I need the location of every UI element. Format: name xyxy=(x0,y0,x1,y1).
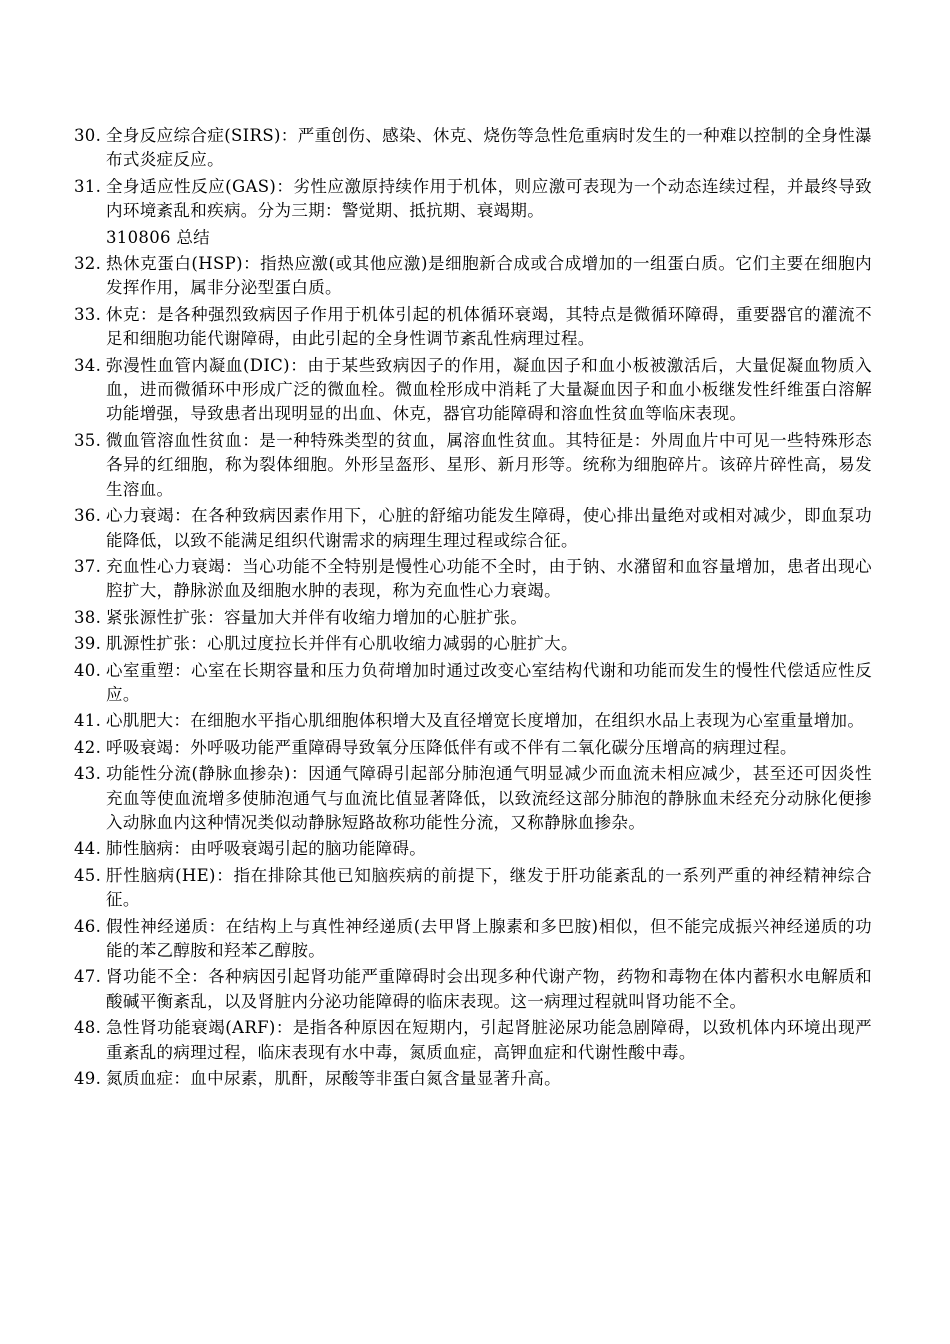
item-text: 假性神经递质：在结构上与真性神经递质(去甲肾上腺素和多巴胺)相似，但不能完成振兴神经递质的功能的苯乙醇胺和羟苯乙醇胺。 xyxy=(106,916,872,960)
item-text: 微血管溶血性贫血：是一种特殊类型的贫血，属溶血性贫血。其特征是：外周血片中可见一些特殊形态各异的红细胞，称为裂体细胞。外形呈盔形、星形、新月形等。统称为细胞碎片。该碎片碎性高，易发生溶血。 xyxy=(106,430,872,499)
definition-item xyxy=(74,659,872,708)
definition-item xyxy=(74,303,872,352)
definition-item xyxy=(74,124,872,173)
item-text: 心肌肥大：在细胞水平指心肌细胞体积增大及直径增宽长度增加，在组织水品上表现为心室重量增加。 xyxy=(106,711,865,731)
item-text: 热休克蛋白(HSP)：指热应激(或其他应激)是细胞新合成或合成增加的一组蛋白质。它们主要在细胞内发挥作用，属非分泌型蛋白质。 xyxy=(106,254,872,298)
item-number: 33. xyxy=(74,304,102,324)
item-text: 心室重塑：心室在长期容量和压力负荷增加时通过改变心室结构代谢和功能而发生的慢性代偿适应性反应。 xyxy=(106,660,872,704)
definition-item xyxy=(74,709,872,733)
item-number: 42. xyxy=(74,737,102,757)
item-number: 46. xyxy=(74,916,102,936)
item-number: 47. xyxy=(74,967,102,987)
item-number: 31. xyxy=(74,176,102,196)
item-number: 45. xyxy=(74,865,102,885)
item-text: 全身反应综合症(SIRS)：严重创伤、感染、休克、烧伤等急性危重病时发生的一种难以控制的全身性瀑布式炎症反应。 xyxy=(106,126,872,170)
definition-item xyxy=(74,1016,872,1065)
item-text: 急性肾功能衰竭(ARF)：是指各种原因在短期内，引起肾脏泌尿功能急剧障碍，以致机体内环境出现严重紊乱的病理过程，临床表现有水中毒，氮质血症，高钾血症和代谢性酸中毒。 xyxy=(106,1018,872,1062)
definition-item xyxy=(74,606,872,630)
section-note: 310806 总结 xyxy=(106,227,210,247)
item-number: 41. xyxy=(74,711,102,731)
item-number: 34. xyxy=(74,355,102,375)
item-text: 休克：是各种强烈致病因子作用于机体引起的机体循环衰竭，其特点是微循环障碍，重要器官的灌流不足和细胞功能代谢障碍，由此引起的全身性调节紊乱性病理过程。 xyxy=(106,304,872,349)
item-number: 48. xyxy=(74,1018,102,1038)
item-number: 36. xyxy=(74,506,102,526)
definition-item xyxy=(74,555,872,604)
definition-item xyxy=(74,965,872,1014)
item-number: 37. xyxy=(74,556,102,576)
item-text: 弥漫性血管内凝血(DIC)：由于某些致病因子的作用，凝血因子和血小板被激活后，大量促凝血物质入血，进而微循环中形成广泛的微血栓。微血栓形成中消耗了大量凝血因子和血小板继发性纤维蛋白溶解功能增强，导致患者出现明显的出血、休克，器官功能障碍和溶血性贫血等临床表现。 xyxy=(106,355,872,424)
item-number: 43. xyxy=(74,764,102,784)
definition-item xyxy=(74,354,872,427)
item-text: 功能性分流(静脉血掺杂)：因通气障碍引起部分肺泡通气明显减少而血流未相应减少，甚至还可因炎性充血等使血流增多使肺泡通气与血流比值显著降低，以致流经这部分肺泡的静脉血未经充分动脉化便掺入动脉血内这种情况类似动静脉短路故称功能性分流，又称静脉血掺杂。 xyxy=(106,764,872,832)
definition-item xyxy=(74,504,872,553)
item-text: 全身适应性反应(GAS)：劣性应激原持续作用于机体，则应激可表现为一个动态连续过程，并最终导致内环境紊乱和疾病。分为三期：警觉期、抵抗期、衰竭期。 xyxy=(106,176,872,221)
item-number: 40. xyxy=(74,660,102,680)
item-text: 呼吸衰竭：外呼吸功能严重障碍导致氧分压降低伴有或不伴有二氧化碳分压增高的病理过程。 xyxy=(106,737,797,757)
item-number: 39. xyxy=(74,634,102,654)
definition-item xyxy=(74,175,872,224)
item-number: 44. xyxy=(74,839,102,859)
item-text: 肺性脑病：由呼吸衰竭引起的脑功能障碍。 xyxy=(106,839,427,859)
item-text: 充血性心力衰竭：当心功能不全特别是慢性心功能不全时，由于钠、水潴留和血容量增加，患者出现心腔扩大，静脉淤血及细胞水肿的表现，称为充血性心力衰竭。 xyxy=(106,556,872,601)
definition-item xyxy=(74,429,872,502)
item-text: 肌源性扩张：心肌过度拉长并伴有心肌收缩力减弱的心脏扩大。 xyxy=(106,634,578,654)
item-text: 氮质血症：血中尿素，肌酐，尿酸等非蛋白氮含量显著升高。 xyxy=(106,1069,561,1089)
item-number: 49. xyxy=(74,1069,102,1089)
definition-item xyxy=(74,632,872,656)
definition-item xyxy=(74,837,872,861)
item-number: 32. xyxy=(74,254,102,274)
definition-item xyxy=(74,915,872,964)
definition-item xyxy=(74,736,872,760)
item-text: 心力衰竭：在各种致病因素作用下，心脏的舒缩功能发生障碍，使心排出量绝对或相对减少，即血泵功能降低，以致不能满足组织代谢需求的病理生理过程或综合征。 xyxy=(106,506,872,550)
item-text: 肾功能不全：各种病因引起肾功能严重障碍时会出现多种代谢产物，药物和毒物在体内蓄积水电解质和酸碱平衡紊乱，以及肾脏内分泌功能障碍的临床表现。这一病理过程就叫肾功能不全。 xyxy=(106,967,872,1011)
definition-item xyxy=(74,252,872,301)
item-number: 35. xyxy=(74,430,102,450)
item-text: 紧张源性扩张：容量加大并伴有收缩力增加的心脏扩张。 xyxy=(106,607,528,627)
definition-item xyxy=(74,762,872,835)
item-text: 肝性脑病(HE)：指在排除其他已知脑疾病的前提下，继发于肝功能紊乱的一系列严重的神经精神综合征。 xyxy=(106,865,872,910)
definition-item xyxy=(74,1067,872,1091)
item-number: 30. xyxy=(74,126,102,145)
item-number: 38. xyxy=(74,607,102,627)
definition-item xyxy=(74,864,872,913)
